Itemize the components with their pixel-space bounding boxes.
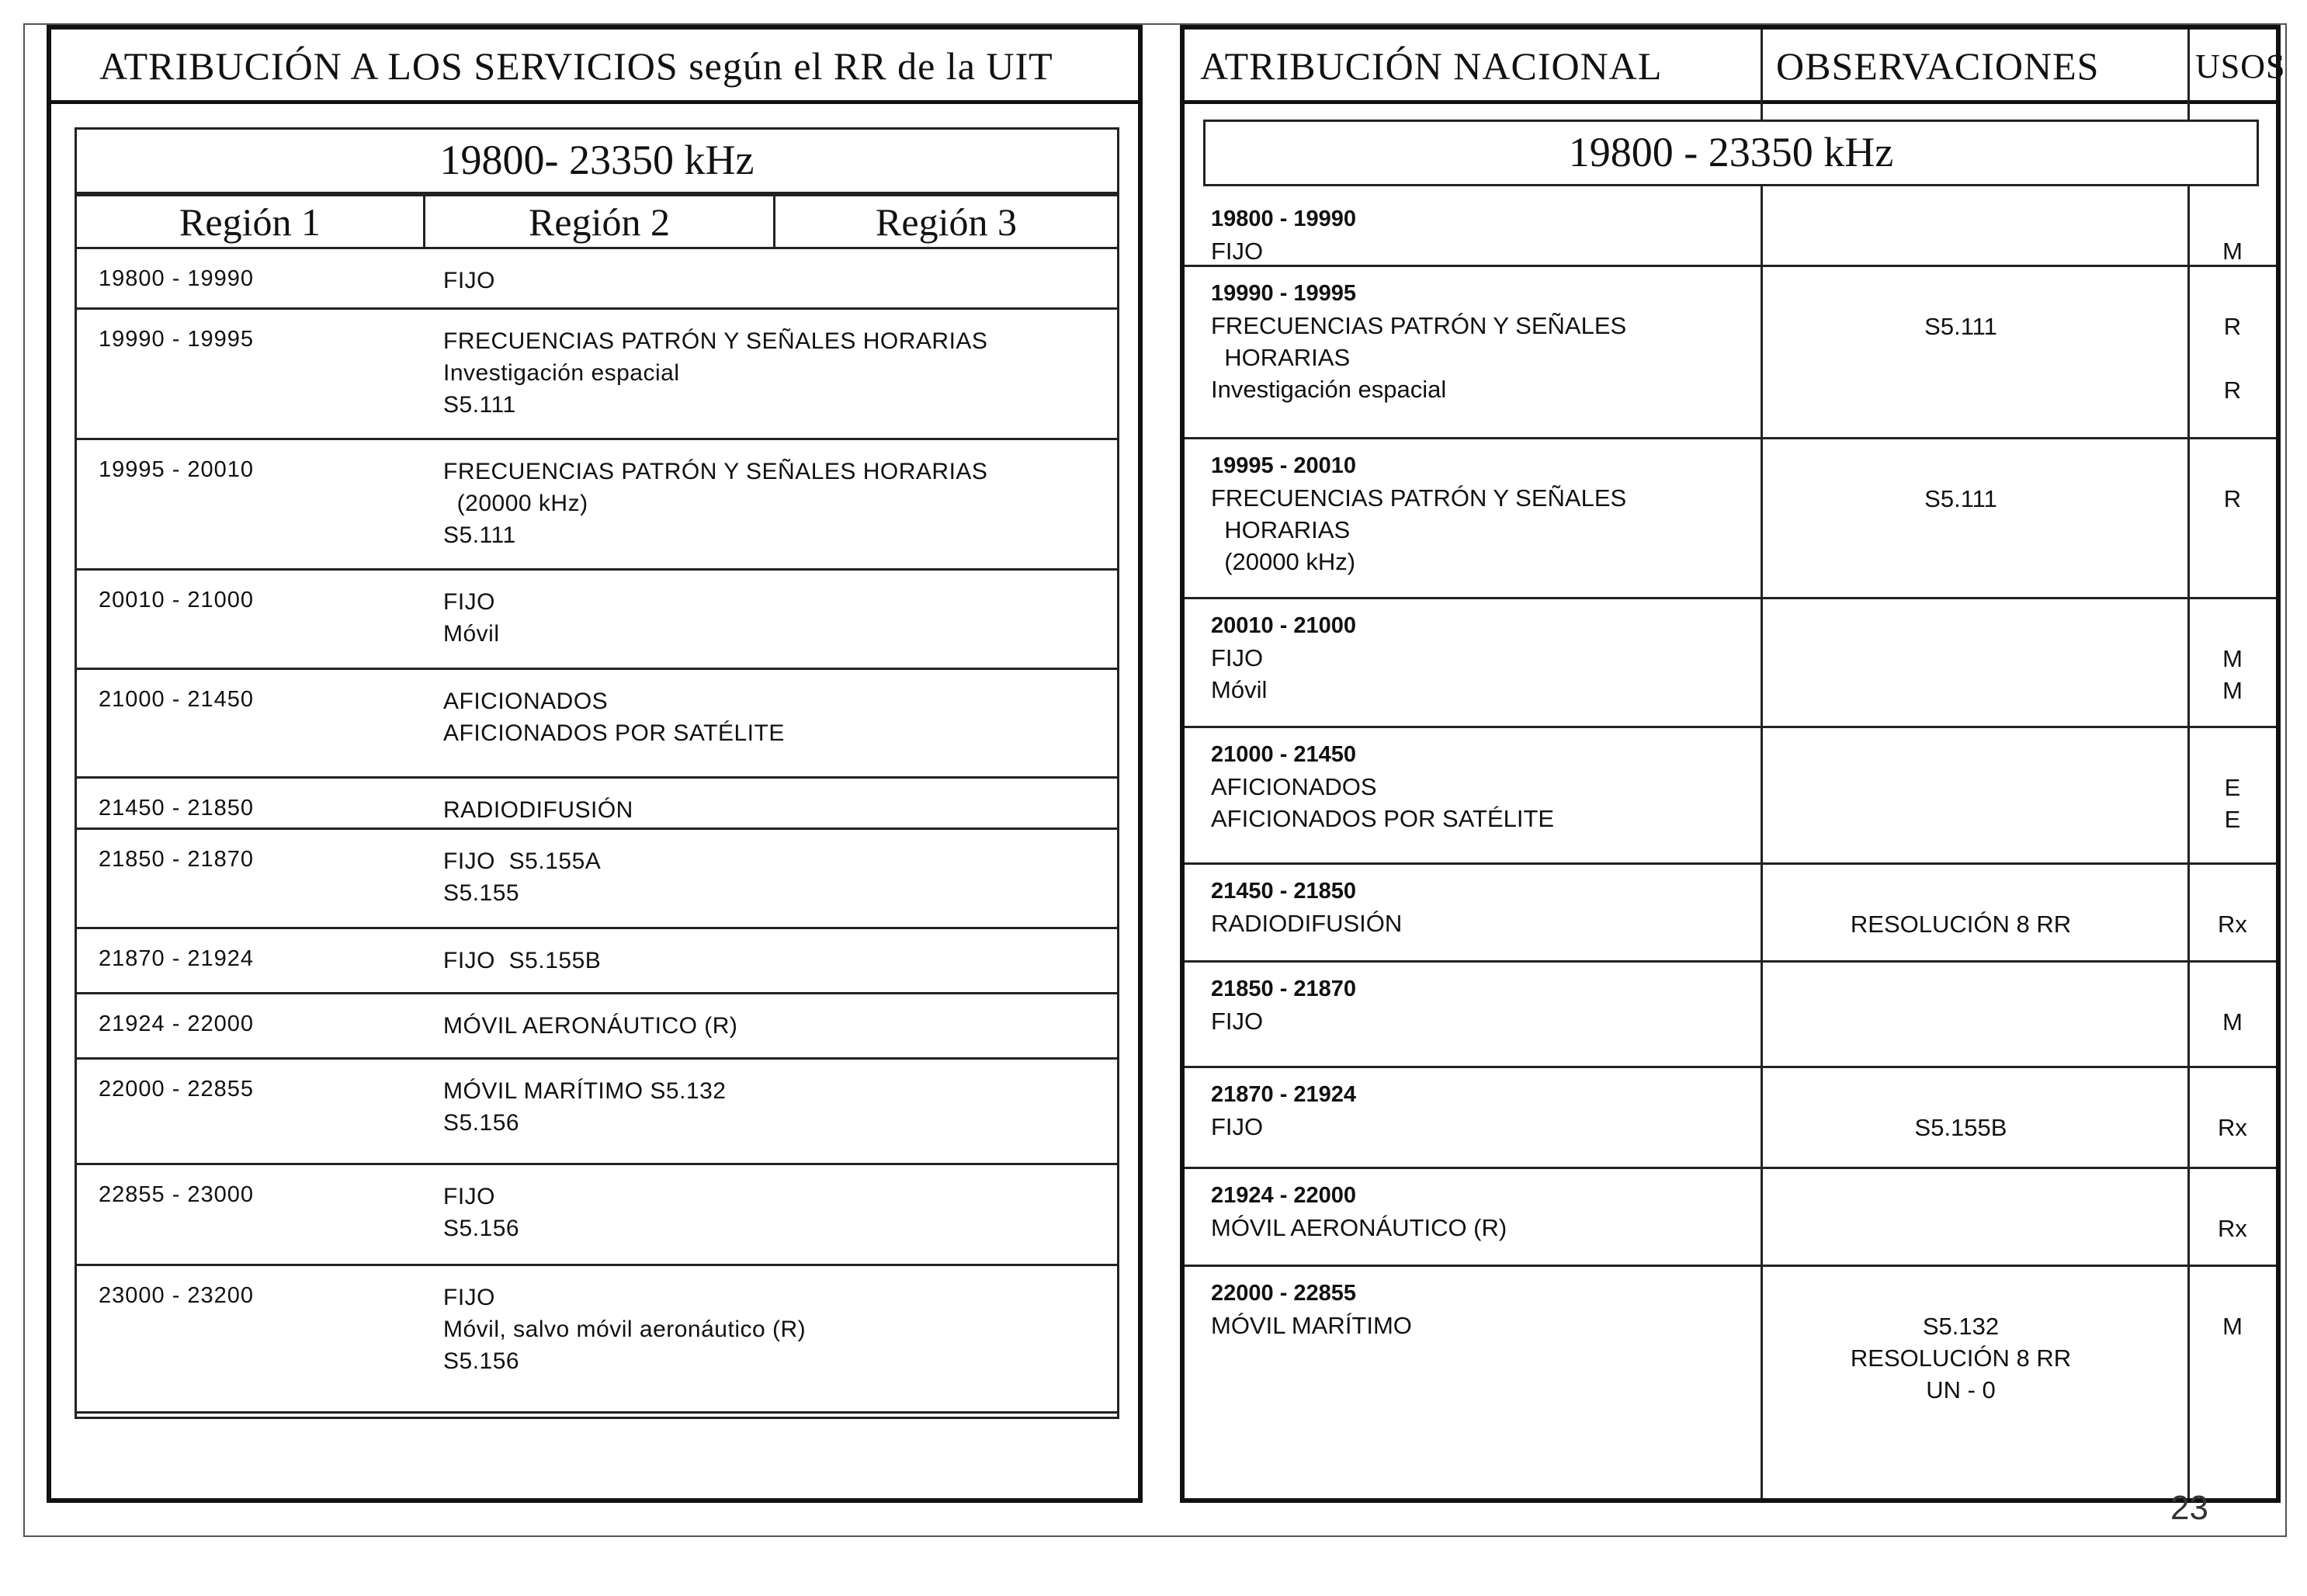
region-table xyxy=(75,194,1119,1419)
service-line: FIJO S5.155B xyxy=(443,948,602,973)
service-lines xyxy=(443,794,633,826)
left-table-row xyxy=(77,670,1117,779)
right-table-row xyxy=(1185,865,2276,963)
usage-code: Rx xyxy=(2218,911,2247,938)
usage-code: E xyxy=(2224,774,2241,801)
usage-codes xyxy=(2201,772,2264,835)
service-line: FIJO xyxy=(1211,1113,1264,1140)
service-line: FIJO xyxy=(443,589,495,615)
left-table-row xyxy=(77,779,1117,830)
left-panel xyxy=(47,25,1143,1503)
service-line: S5.111 xyxy=(443,522,516,548)
service-line: FIJO xyxy=(1211,644,1264,671)
service-lines xyxy=(443,586,500,650)
right-table-row xyxy=(1185,439,2276,599)
usage-code: Rx xyxy=(2218,1215,2247,1242)
usage-code: M xyxy=(2222,1008,2243,1036)
frequency-range: 20010 - 21000 xyxy=(1211,613,1357,638)
frequency-range: 21850 - 21870 xyxy=(1211,977,1357,1001)
service-line: FIJO xyxy=(443,1184,495,1209)
service-line: MÓVIL MARÍTIMO xyxy=(1211,1312,1412,1339)
service-line: MÓVIL MARÍTIMO S5.132 xyxy=(443,1078,727,1104)
left-table-row xyxy=(77,994,1117,1060)
service-line: MÓVIL AERONÁUTICO (R) xyxy=(1211,1214,1507,1241)
service-line: FRECUENCIAS PATRÓN Y SEÑALES HORARIAS xyxy=(443,328,988,354)
title-usos: USOS xyxy=(2195,47,2286,85)
frequency-range: 22855 - 23000 xyxy=(99,1182,255,1207)
usage-code: Rx xyxy=(2218,1114,2247,1141)
right-table-row xyxy=(1185,1169,2276,1267)
right-table-row xyxy=(1185,267,2276,439)
frequency-range: 21450 - 21850 xyxy=(99,796,255,821)
observation-line: UN - 0 xyxy=(1926,1376,1996,1403)
frequency-range: 19990 - 19995 xyxy=(1211,281,1357,306)
service-line: (20000 kHz) xyxy=(1211,548,1356,575)
usage-code: M xyxy=(2222,238,2243,265)
right-band-box xyxy=(1203,120,2259,186)
observations xyxy=(1763,1112,2159,1143)
frequency-range: 21870 - 21924 xyxy=(1211,1082,1357,1107)
usage-code: M xyxy=(2222,645,2243,672)
national-allocation xyxy=(1211,739,1554,834)
service-line: AFICIONADOS POR SATÉLITE xyxy=(443,720,785,746)
frequency-range: 21000 - 21450 xyxy=(99,687,255,712)
service-line: S5.155 xyxy=(443,880,520,906)
frequency-range: 19995 - 20010 xyxy=(1211,453,1357,478)
right-header xyxy=(1185,29,2286,104)
service-line: S5.156 xyxy=(443,1216,520,1241)
right-table-row xyxy=(1185,1267,2276,1500)
frequency-range: 23000 - 23200 xyxy=(99,1283,255,1308)
left-title: ATRIBUCIÓN A LOS SERVICIOS según el RR de la UIT xyxy=(99,44,1053,88)
right-band: 19800 - 23350 kHz xyxy=(1568,129,1894,175)
frequency-range: 21850 - 21870 xyxy=(99,847,255,872)
service-line: S5.111 xyxy=(443,392,516,418)
service-lines xyxy=(443,845,601,909)
national-allocation xyxy=(1211,876,1402,939)
service-lines xyxy=(443,1282,806,1377)
usage-codes xyxy=(2201,311,2264,406)
page-number: 23 xyxy=(2170,1489,2208,1527)
service-lines xyxy=(443,325,987,421)
service-line: RADIODIFUSIÓN xyxy=(1211,910,1403,937)
right-table-row xyxy=(1185,599,2276,728)
title-observaciones: OBSERVACIONES xyxy=(1776,44,2100,88)
national-allocation xyxy=(1211,1079,1356,1143)
left-table-row xyxy=(77,1060,1117,1165)
observations xyxy=(1763,1310,2159,1406)
observation-line: S5.111 xyxy=(1924,313,1997,340)
observation-line: S5.155B xyxy=(1914,1114,2007,1141)
service-line: FRECUENCIAS PATRÓN Y SEÑALES xyxy=(1211,484,1627,512)
left-header xyxy=(51,29,1138,104)
service-line: FIJO xyxy=(443,1285,495,1310)
title-nacional: ATRIBUCIÓN NACIONAL xyxy=(1200,44,1663,88)
service-line: HORARIAS xyxy=(1211,344,1351,371)
region-2-header: Región 2 xyxy=(529,200,670,244)
usage-code: E xyxy=(2224,806,2241,833)
region-3-header: Región 3 xyxy=(876,200,1017,244)
service-line: Móvil xyxy=(443,621,500,647)
region-1-header: Región 1 xyxy=(179,200,321,244)
frequency-range: 21450 - 21850 xyxy=(1211,879,1357,904)
service-line: FIJO S5.155A xyxy=(443,848,602,874)
right-table-row xyxy=(1185,728,2276,865)
frequency-range: 21870 - 21924 xyxy=(99,946,255,971)
usage-code: M xyxy=(2222,1313,2243,1340)
usage-code: R xyxy=(2223,376,2242,404)
service-line: S5.156 xyxy=(443,1348,520,1374)
usage-code xyxy=(2201,342,2264,374)
usage-codes xyxy=(2201,1213,2264,1244)
left-table-row xyxy=(77,929,1117,994)
right-table-row xyxy=(1185,193,2276,267)
service-lines xyxy=(443,685,785,749)
observations xyxy=(1763,908,2159,940)
national-allocation xyxy=(1211,203,1356,267)
usage-codes xyxy=(2201,203,2264,267)
frequency-range: 21924 - 22000 xyxy=(1211,1183,1357,1208)
left-band: 19800- 23350 kHz xyxy=(439,137,755,183)
frequency-range: 21924 - 22000 xyxy=(99,1011,255,1036)
usage-code: R xyxy=(2223,485,2242,512)
region-header xyxy=(77,196,1117,249)
service-line: Móvil, salvo móvil aeronáutico (R) xyxy=(443,1317,807,1342)
left-table-row xyxy=(77,1165,1117,1266)
service-line: S5.156 xyxy=(443,1110,520,1136)
national-allocation xyxy=(1211,1278,1412,1341)
usage-codes xyxy=(2201,1112,2264,1143)
service-line: Móvil xyxy=(1211,676,1268,703)
observation-line: RESOLUCIÓN 8 RR xyxy=(1850,911,2072,938)
service-line: RADIODIFUSIÓN xyxy=(443,797,633,823)
usage-codes xyxy=(2201,1310,2264,1342)
frequency-range: 20010 - 21000 xyxy=(99,588,255,612)
service-line: AFICIONADOS xyxy=(443,689,609,714)
right-table-row xyxy=(1185,963,2276,1068)
service-line: AFICIONADOS POR SATÉLITE xyxy=(1211,805,1555,832)
usage-code: M xyxy=(2222,677,2243,704)
usage-codes xyxy=(2201,483,2264,515)
service-lines xyxy=(443,456,987,551)
service-lines xyxy=(443,1075,726,1139)
left-table-row xyxy=(77,830,1117,929)
service-lines xyxy=(443,1181,519,1244)
service-lines xyxy=(443,265,495,297)
service-line: FRECUENCIAS PATRÓN Y SEÑALES xyxy=(1211,312,1627,339)
service-line: MÓVIL AERONÁUTICO (R) xyxy=(443,1013,738,1039)
left-table-row xyxy=(77,571,1117,670)
service-lines xyxy=(443,1010,737,1042)
frequency-range: 19995 - 20010 xyxy=(99,457,255,482)
usage-code xyxy=(2201,203,2264,235)
left-band-box xyxy=(75,127,1119,194)
left-table-row xyxy=(77,249,1117,310)
usage-codes xyxy=(2201,643,2264,706)
service-line: FIJO xyxy=(1211,1008,1264,1035)
service-line: FIJO xyxy=(443,268,495,293)
left-table-row xyxy=(77,310,1117,440)
usage-codes xyxy=(2201,1006,2264,1038)
national-allocation xyxy=(1211,973,1356,1037)
observations xyxy=(1763,311,2159,342)
national-allocation xyxy=(1211,1180,1507,1244)
observation-line: RESOLUCIÓN 8 RR xyxy=(1850,1344,2072,1372)
observation-line: S5.132 xyxy=(1922,1313,2000,1340)
right-panel xyxy=(1180,25,2286,1503)
frequency-range: 19990 - 19995 xyxy=(99,327,255,352)
frequency-range: 21000 - 21450 xyxy=(1211,742,1357,767)
frequency-range: 19800 - 19990 xyxy=(99,266,255,291)
service-line: Investigación espacial xyxy=(1211,376,1447,403)
frequency-range: 22000 - 22855 xyxy=(99,1077,255,1102)
national-allocation xyxy=(1211,450,1626,578)
service-line: AFICIONADOS xyxy=(1211,773,1377,800)
observations xyxy=(1763,483,2159,515)
frequency-range: 22000 - 22855 xyxy=(1211,1281,1357,1306)
service-line: Investigación espacial xyxy=(443,360,680,386)
national-allocation xyxy=(1211,278,1626,405)
usage-code: R xyxy=(2223,313,2242,340)
left-table-row xyxy=(77,1266,1117,1414)
service-line: (20000 kHz) xyxy=(443,491,588,516)
service-lines xyxy=(443,945,601,977)
right-table-row xyxy=(1185,1068,2276,1169)
national-allocation xyxy=(1211,610,1356,706)
left-table-row xyxy=(77,440,1117,571)
service-line: FRECUENCIAS PATRÓN Y SEÑALES HORARIAS xyxy=(443,459,988,484)
service-line: FIJO xyxy=(1211,238,1264,265)
service-line: HORARIAS xyxy=(1211,516,1351,543)
observation-line: S5.111 xyxy=(1924,485,1997,512)
frequency-range: 19800 - 19990 xyxy=(1211,206,1357,231)
usage-codes xyxy=(2201,908,2264,940)
